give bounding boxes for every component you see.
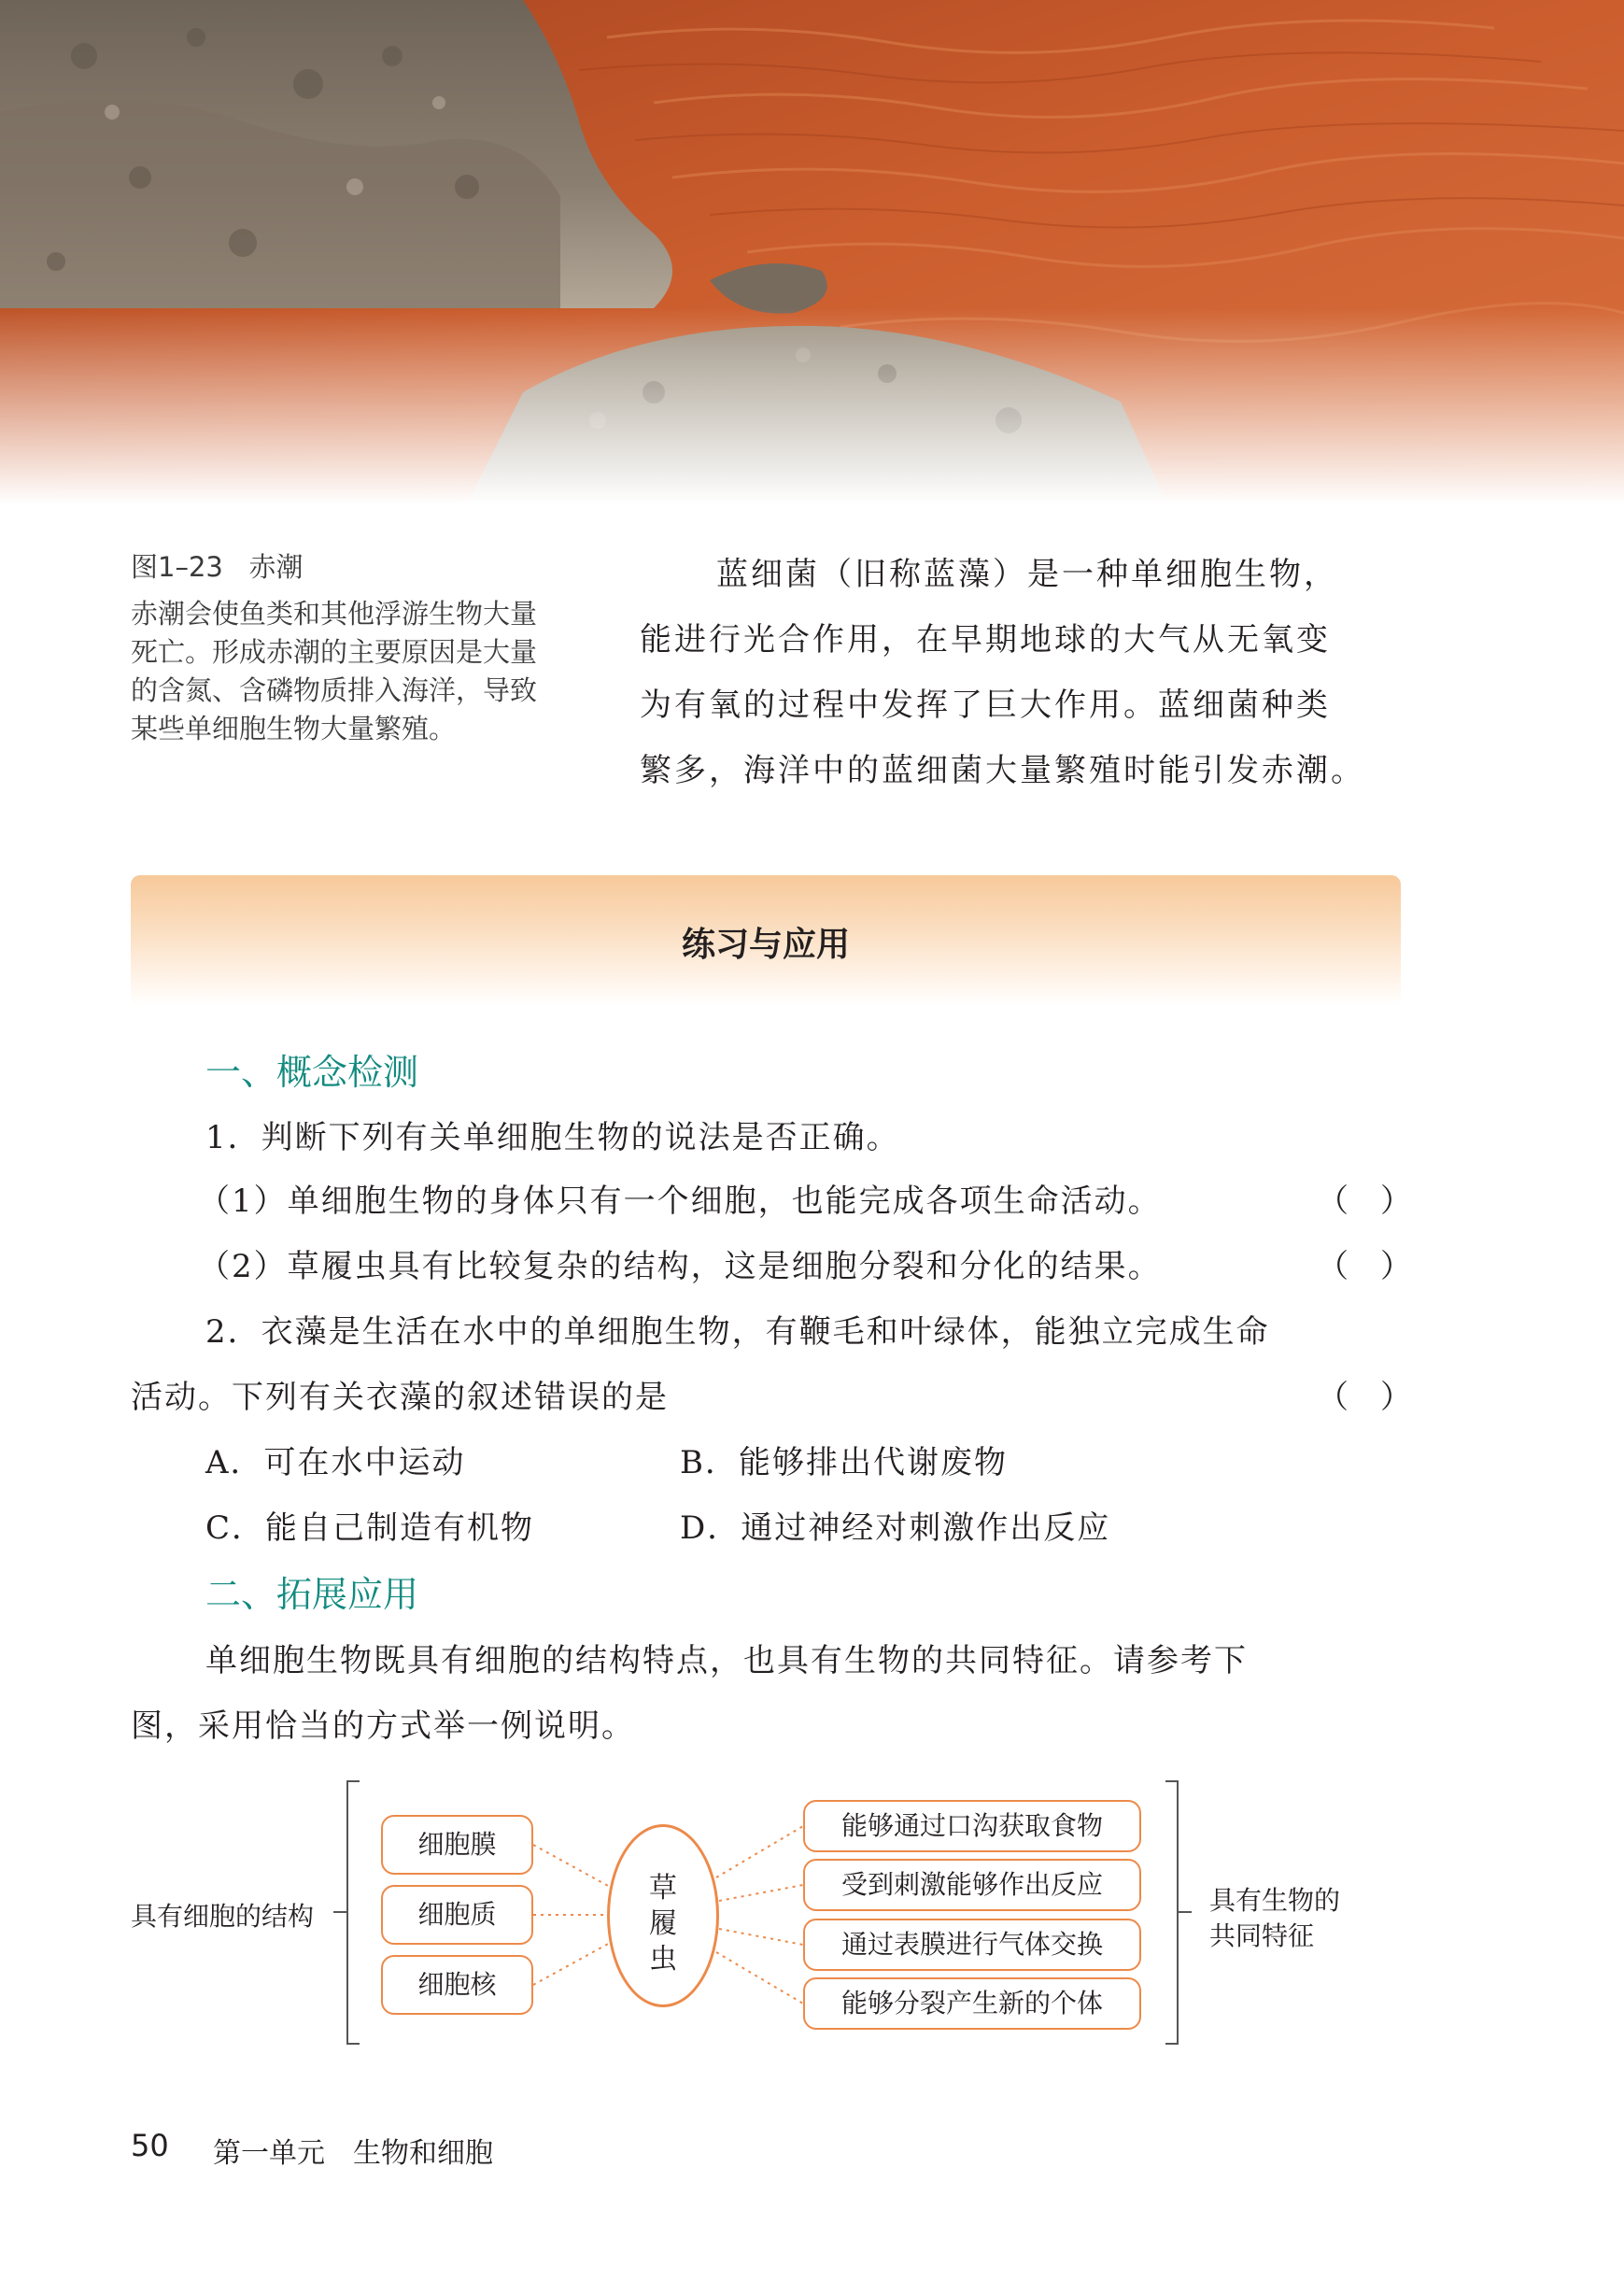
- section1-heading: 一、概念检测: [205, 1052, 419, 1093]
- answer-blank[interactable]: （ ）: [1317, 1183, 1412, 1220]
- unit-title: 第一单元 生物和细胞: [213, 2137, 493, 2170]
- caption-line: 死亡。形成赤潮的主要原因是大量: [131, 636, 538, 668]
- paragraph-line: 为有氧的过程中发挥了巨大作用。蓝细菌种类: [640, 687, 1331, 724]
- option-b[interactable]: B．能够排出代谢废物: [680, 1444, 1008, 1481]
- question-2-line2: 活动。下列有关衣藻的叙述错误的是: [131, 1379, 669, 1416]
- page-number: 50: [131, 2128, 169, 2163]
- section2-line1: 单细胞生物既具有细胞的结构特点，也具有生物的共同特征。请参考下: [205, 1642, 1248, 1679]
- option-c[interactable]: C．能自己制造有机物: [205, 1509, 535, 1547]
- question-1-2: （2）草履虫具有比较复杂的结构，这是细胞分裂和分化的结果。: [198, 1248, 1162, 1285]
- caption-line: 的含氮、含磷物质排入海洋，导致: [131, 674, 538, 706]
- diagram-right-label-line2: 共同特征: [1209, 1920, 1315, 1951]
- feature-box-gas-exchange: 通过表膜进行气体交换: [803, 1919, 1141, 1971]
- section2-heading: 二、拓展应用: [205, 1574, 419, 1615]
- center-char: 履: [649, 1907, 677, 1940]
- option-d[interactable]: D．通过神经对刺激作出反应: [680, 1509, 1111, 1547]
- answer-blank[interactable]: （ ）: [1317, 1379, 1412, 1416]
- answer-blank[interactable]: （ ）: [1317, 1248, 1412, 1285]
- paragraph-line: 蓝细菌（旧称蓝藻）是一种单细胞生物，: [716, 556, 1338, 593]
- diagram-left-label: 具有细胞的结构: [131, 1901, 315, 1932]
- paramecium-oval: [607, 1824, 719, 2007]
- diagram-right-label-line1: 具有生物的: [1209, 1885, 1341, 1916]
- section2-line2: 图，采用恰当的方式举一例说明。: [131, 1707, 635, 1745]
- exercise-title: 练习与应用: [681, 926, 850, 964]
- question-1-1: （1）单细胞生物的身体只有一个细胞，也能完成各项生命活动。: [198, 1183, 1162, 1220]
- figure-title: 赤潮: [248, 551, 304, 583]
- center-char: 虫: [649, 1943, 677, 1976]
- feature-box-food: 能够通过口沟获取食物: [803, 1800, 1141, 1852]
- feature-box-response: 受到刺激能够作出反应: [803, 1859, 1141, 1911]
- structure-box-cytoplasm: 细胞质: [381, 1885, 533, 1945]
- figure-label: 图1–23: [131, 551, 223, 583]
- structure-box-nucleus: 细胞核: [381, 1955, 533, 2015]
- structure-box-membrane: 细胞膜: [381, 1815, 533, 1875]
- feature-box-reproduction: 能够分裂产生新的个体: [803, 1977, 1141, 2030]
- question-1: 1．判断下列有关单细胞生物的说法是否正确。: [205, 1119, 900, 1156]
- question-2-line1: 2．衣藻是生活在水中的单细胞生物，有鞭毛和叶绿体，能独立完成生命: [205, 1313, 1270, 1351]
- paragraph-line: 能进行光合作用，在早期地球的大气从无氧变: [640, 621, 1331, 659]
- caption-line: 赤潮会使鱼类和其他浮游生物大量: [131, 598, 538, 630]
- paragraph-line: 繁多，海洋中的蓝细菌大量繁殖时能引发赤潮。: [640, 752, 1365, 789]
- caption-line: 某些单细胞生物大量繁殖。: [131, 713, 457, 744]
- option-a[interactable]: A．可在水中运动: [205, 1444, 466, 1481]
- center-char: 草: [649, 1872, 677, 1905]
